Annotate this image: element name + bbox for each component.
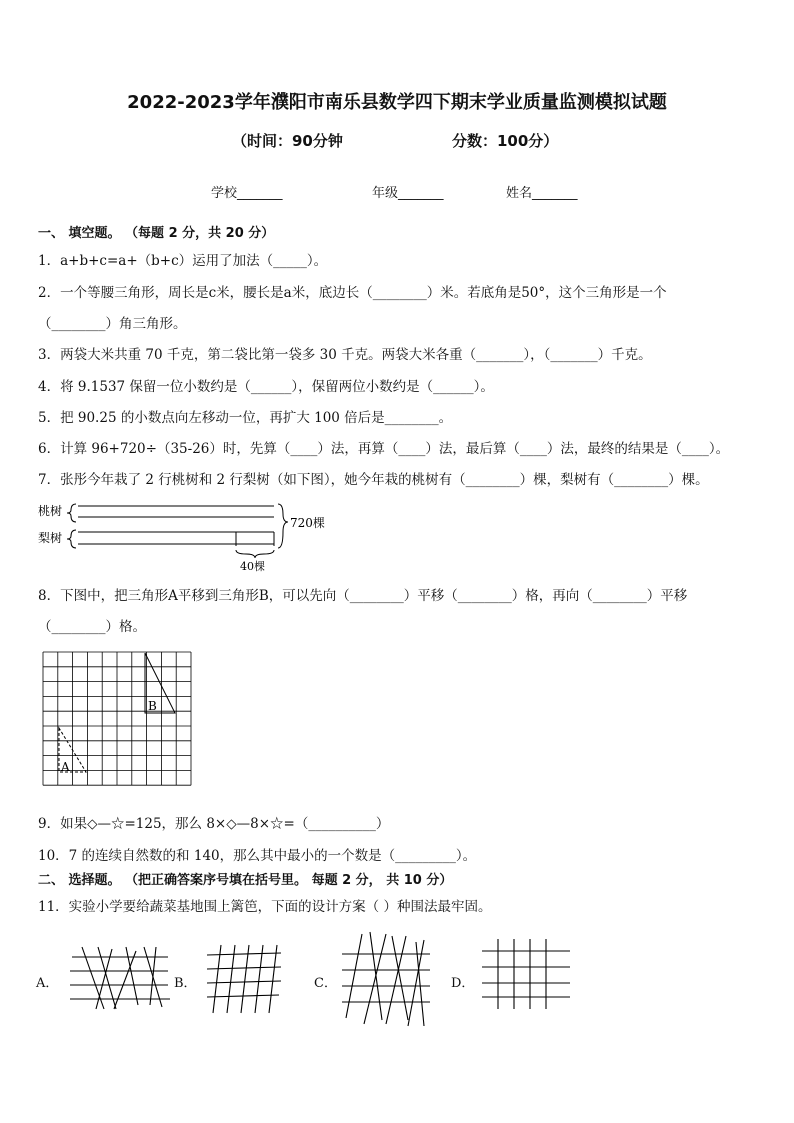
option-c-fence [340,930,432,1028]
section-fill-blank: 一、 填空题。 （每题 2 分，共 20 分） [38,226,275,241]
question-4: 4．将 9.1537 保留一位小数约是（______），保留两位小数约是（______）。 [38,379,494,395]
exam-score: 分数：100分） [452,132,559,150]
section-choice: 二、 选择题。 （把正确答案序号填在括号里。 每题 2 分， 共 10 分） [38,873,453,888]
q7-bar-diagram [36,500,366,572]
option-d-label[interactable]: D． [451,976,475,991]
question-1: 1．a+b+c=a+（b+c）运用了加法（_____）。 [38,253,328,269]
question-11: 11．实验小学要给蔬菜基地围上篱笆，下面的设计方案（ ）种围法最牢固。 [38,899,492,915]
name-field[interactable]: 姓名_______ [506,186,578,201]
option-d-fence [478,935,574,1013]
school-field[interactable]: 学校_______ [211,186,283,201]
option-b-label[interactable]: B． [174,976,197,991]
question-2: 2．一个等腰三角形，周长是c米，腰长是a米，底边长（________）米。若底角是50°，这个三角形是一个 [38,285,667,301]
q8-grid [42,651,194,791]
question-8-cont: （________）格。 [38,619,146,635]
pear-brace [67,530,76,548]
question-9: 9．如果◇—☆=125，那么 8×◇—8×☆=（__________） [38,816,390,832]
option-a-fence [68,943,172,1013]
question-10: 10．7 的连续自然数的和 140，那么其中最小的一个数是（_________）。 [38,848,477,864]
option-a-label[interactable]: A． [36,976,59,991]
total-label: 720棵 [290,516,325,530]
option-b-fence [205,943,283,1017]
question-7: 7．张彤今年栽了 2 行桃树和 2 行梨树（如下图），她今年栽的桃树有（________）棵，梨树有（________）棵。 [38,472,709,488]
question-3: 3．两袋大米共重 70 千克，第二袋比第一袋多 30 千克。两袋大米各重（_______），（_______）千克。 [38,347,652,363]
question-6: 6．计算 96+720÷（35-26）时，先算（____）法，再算（____）法，最后算（____）法，最终的结果是（____）。 [38,441,730,457]
question-8: 8．下图中，把三角形A平移到三角形B，可以先向（________）平移（________）格，再向（________）平移 [38,588,688,604]
triangle-a-label: A [61,760,70,774]
total-brace [278,504,288,548]
option-c-label[interactable]: C． [314,976,337,991]
question-5: 5．把 90.25 的小数点向左移动一位，再扩大 100 倍后是________。 [38,410,453,426]
peach-label: 桃树 [38,504,63,518]
question-2-cont: （________）角三角形。 [38,316,187,332]
diff-brace [236,550,274,558]
pear-label: 梨树 [38,531,63,545]
peach-brace [67,504,76,522]
grade-field[interactable]: 年级_______ [372,186,444,201]
exam-time: （时间：90分钟 [232,132,343,150]
diff-label: 40棵 [240,560,265,572]
page-title: 2022-2023学年濮阳市南乐县数学四下期末学业质量监测模拟试题 [127,92,667,113]
triangle-b-label: B [148,699,157,713]
